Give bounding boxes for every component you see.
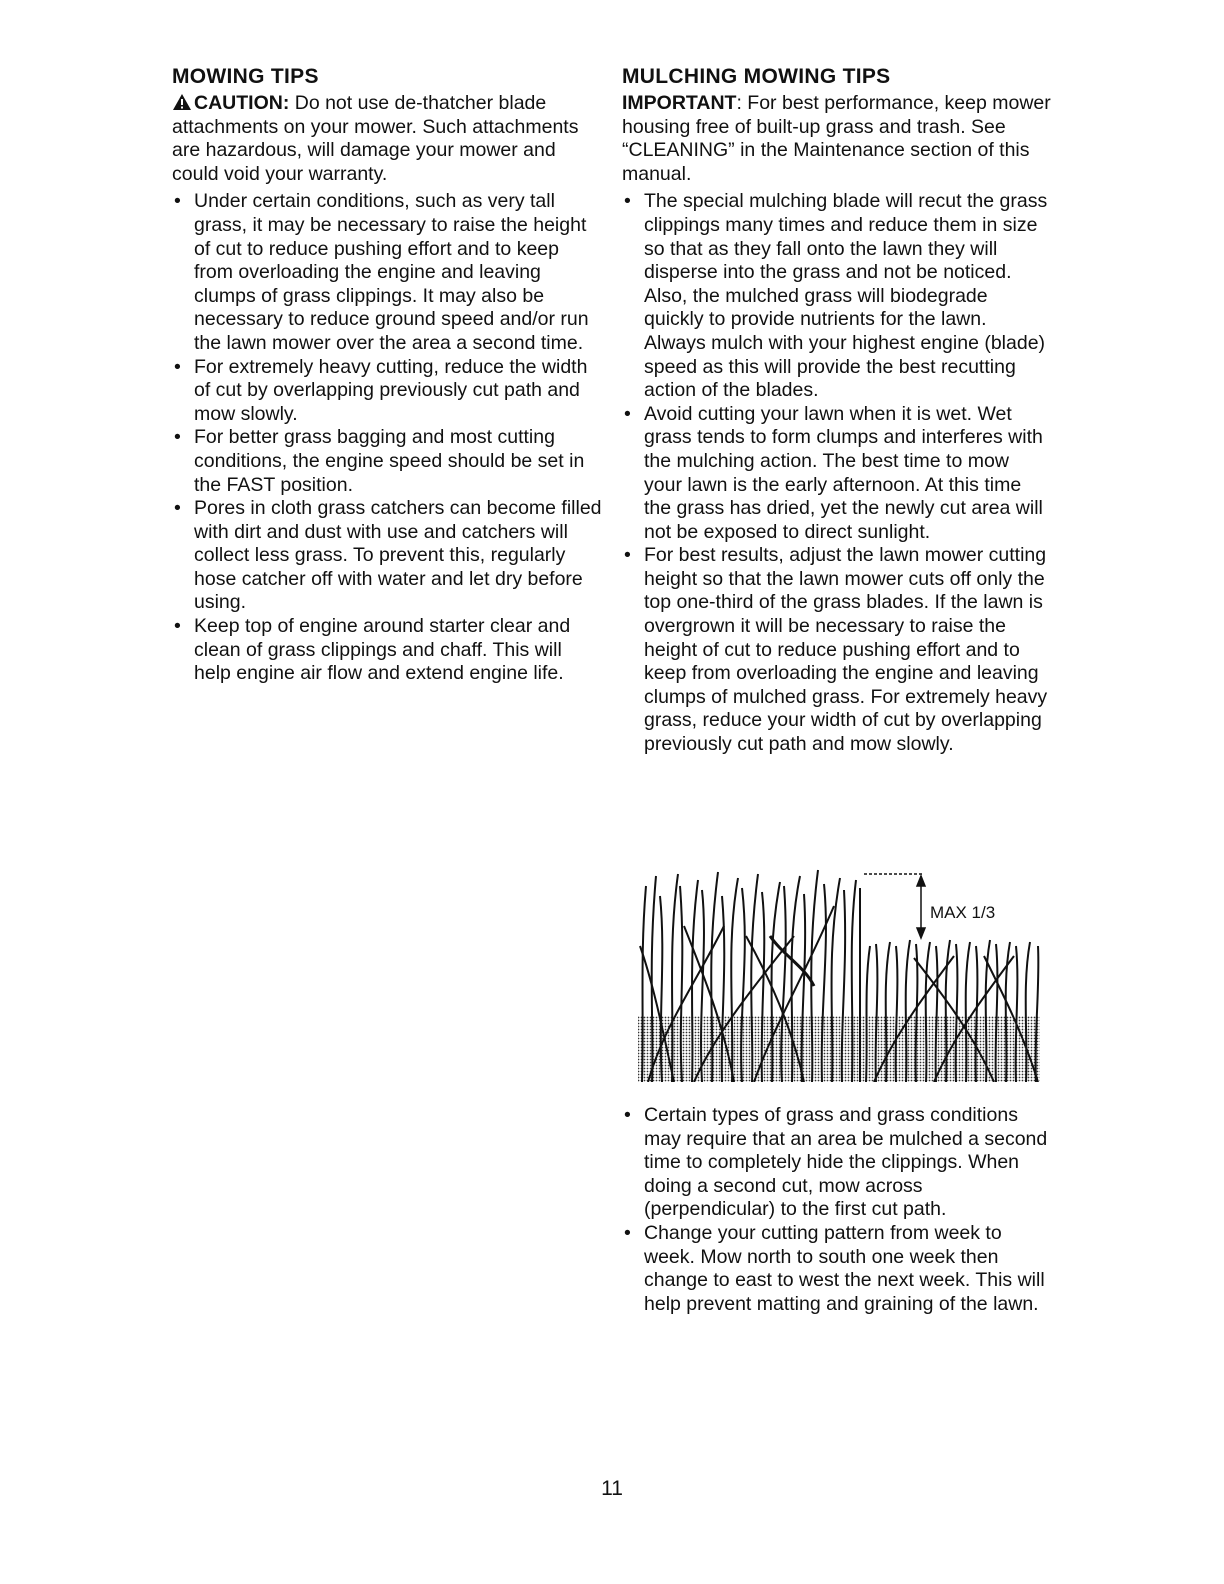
list-item: • Certain types of grass and grass conditions may require that an area be mulched a second time to completely hide the clippings. When doing a second cut, mow across (perpendicular) to the first cut path. bbox=[624, 1104, 1048, 1221]
important-text: : For best performance, keep mower housing free of built-up grass and trash. See “CLEANING” in the Maintenance section of this manual. bbox=[622, 92, 1051, 185]
list-item: • For extremely heavy cutting, reduce the width of cut by overlapping previously cut path and mow slowly. bbox=[174, 355, 588, 425]
warning-triangle-icon bbox=[172, 93, 192, 111]
bullet-marker: • bbox=[174, 190, 181, 213]
list-item: • The special mulching blade will recut the grass clippings many times and reduce them in size so that as they fall onto the lawn they will disperse into the grass and not be noticed. Also, the mulched grass will biodegrade quickly to provide nutrients for the lawn. Always mulch with your highest engine (blade) speed as this will provide the best recutting action of the blades. bbox=[624, 190, 1048, 402]
caution-paragraph bbox=[172, 92, 602, 186]
max-cut-marker bbox=[864, 874, 925, 938]
mulching-tips-heading: MULCHING MOWING TIPS bbox=[622, 65, 891, 88]
mulching-tips-list-continued bbox=[622, 1104, 1052, 1316]
page-number: 11 bbox=[601, 1477, 623, 1500]
bullet-marker: • bbox=[624, 1104, 631, 1126]
bullet-marker: • bbox=[174, 355, 181, 378]
list-item: • Avoid cutting your lawn when it is wet. Wet grass tends to form clumps and interferes with the mulching action. The best time to mow your lawn is the early afternoon. At this time the grass has dried, yet the newly cut area will not be exposed to direct sunlight. bbox=[624, 402, 1043, 543]
bullet-marker: • bbox=[174, 426, 181, 449]
caution-label: CAUTION: bbox=[194, 92, 290, 114]
caution-text: Do not use de-thatcher blade attachments on your mower. Such attachments are hazardous, will damage your mower and could void your warranty. bbox=[172, 92, 579, 185]
mulching-tips-continued bbox=[622, 1100, 1052, 1316]
mowing-tips-heading: MOWING TIPS bbox=[172, 65, 319, 88]
bullet-marker: • bbox=[174, 615, 181, 638]
list-item: • Under certain conditions, such as very tall grass, it may be necessary to raise the height of cut to reduce pushing effort and to keep from overloading the engine and leaving clumps of grass clippings. It may also be necessary to reduce ground speed and/or run the lawn mower over the area a second time. bbox=[174, 190, 589, 354]
mulching-tips-list bbox=[622, 190, 1052, 756]
list-item: • Change your cutting pattern from week to week. Mow north to south one week then change to east to west the next week. This will help prevent matting and graining of the lawn. bbox=[624, 1221, 1045, 1315]
mulching-tips-section bbox=[622, 64, 1052, 757]
list-item: • Keep top of engine around starter clear and clean of grass clippings and chaff. This will help engine air flow and extend engine life. bbox=[174, 615, 571, 685]
bullet-marker: • bbox=[624, 190, 631, 213]
mowing-tips-section bbox=[172, 64, 602, 686]
max-cut-label: MAX 1/3 bbox=[930, 903, 996, 922]
important-paragraph bbox=[622, 92, 1052, 186]
list-item: • Pores in cloth grass catchers can become filled with dirt and dust with use and catchers will collect less grass. To prevent this, regularly hose catcher off with water and let dry before using. bbox=[174, 497, 602, 614]
grass-illustration-svg bbox=[634, 866, 1044, 1082]
bullet-marker: • bbox=[174, 497, 181, 520]
mowing-tips-list bbox=[172, 190, 602, 685]
bullet-marker: • bbox=[624, 402, 631, 425]
grass-cutting-illustration bbox=[634, 866, 1044, 1082]
important-label: IMPORTANT bbox=[622, 92, 737, 114]
bullet-marker: • bbox=[624, 544, 631, 567]
list-item: • For best results, adjust the lawn mower cutting height so that the lawn mower cuts off only the top one-third of the grass blades. If the lawn is overgrown it will be necessary to raise the height of cut to reduce pushing effort and to keep from overloading the engine and leaving clumps of mulched grass. For extremely heavy grass, reduce your width of cut by overlapping previously cut path and mow slowly. bbox=[624, 544, 1048, 756]
list-item: • For better grass bagging and most cutting conditions, the engine speed should be set in the FAST position. bbox=[174, 426, 585, 496]
bullet-marker: • bbox=[624, 1221, 631, 1244]
